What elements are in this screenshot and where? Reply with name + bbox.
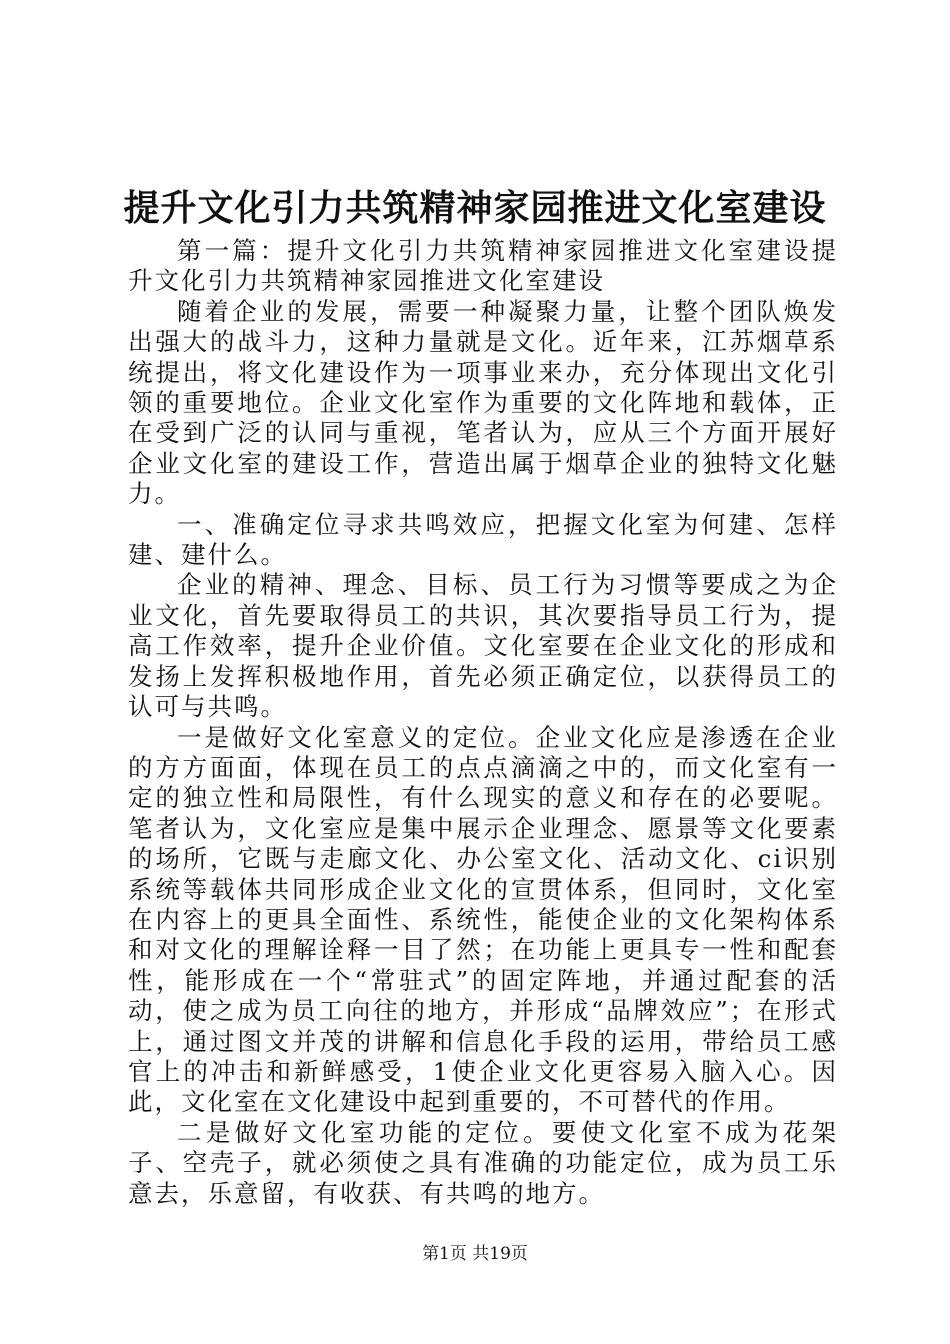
paragraph-significance: 一是做好文化室意义的定位。企业文化应是渗透在企业的方方面面，体现在员工的点点滴滴之中的，而文化室有一定的独立性和局限性，有什么现实的意义和存在的必要呢。笔者认为，文化室应是集中展示企业理念、愿景等文化要素的场所，它既与走廊文化、办公室文化、活动文化、ci识别系统等载体共同形成企业文化的宣贯体系，但同时，文化室在内容上的更具全面性、系统性，能使企业的文化架构体系和对文化的理解诠释一目了然；在功能上更具专一性和配套性，能形成在一个“常驻式”的固定阵地，并通过配套的活动，使之成为员工向往的地方，并形成“品牌效应”；在形式上，通过图文并茂的讲解和信息化手段的运用，带给员工感官上的冲击和新鲜感受，1使企业文化更容易入脑入心。因此，文化室在文化建设中起到重要的，不可替代的作用。 [128,722,838,1117]
paragraph-function: 二是做好文化室功能的定位。要使文化室不成为花架子、空壳子，就必须使之具有准确的功能定位，成为员工乐意去，乐意留，有收获、有共鸣的地方。 [128,1117,838,1208]
document-body [128,236,838,1209]
document-title: 提升文化引力共筑精神家园推进文化室建设 [123,187,827,229]
paragraph-intro: 随着企业的发展，需要一种凝聚力量，让整个团队焕发出强大的战斗力，这种力量就是文化。近年来，江苏烟草系统提出，将文化建设作为一项事业来办，充分体现出文化引领的重要地位。企业文化室作为重要的文化阵地和载体，正在受到广泛的认同与重视，笔者认为，应从三个方面开展好企业文化室的建设工作，营造出属于烟草企业的独特文化魅力。 [128,296,838,509]
paragraph-point-one-heading: 一、准确定位寻求共鸣效应，把握文化室为何建、怎样建、建什么。 [128,509,838,570]
paragraph-section-heading: 第一篇：提升文化引力共筑精神家园推进文化室建设提升文化引力共筑精神家园推进文化室建设 [128,236,838,296]
paragraph-point-one-body: 企业的精神、理念、目标、员工行为习惯等要成之为企业文化，首先要取得员工的共识，其次要指导员工行为，提高工作效率，提升企业价值。文化室要在企业文化的形成和发扬上发挥积极地作用，首先必须正确定位，以获得员工的认可与共鸣。 [128,570,838,722]
page-footer: 第1页 共19页 [422,1244,528,1264]
